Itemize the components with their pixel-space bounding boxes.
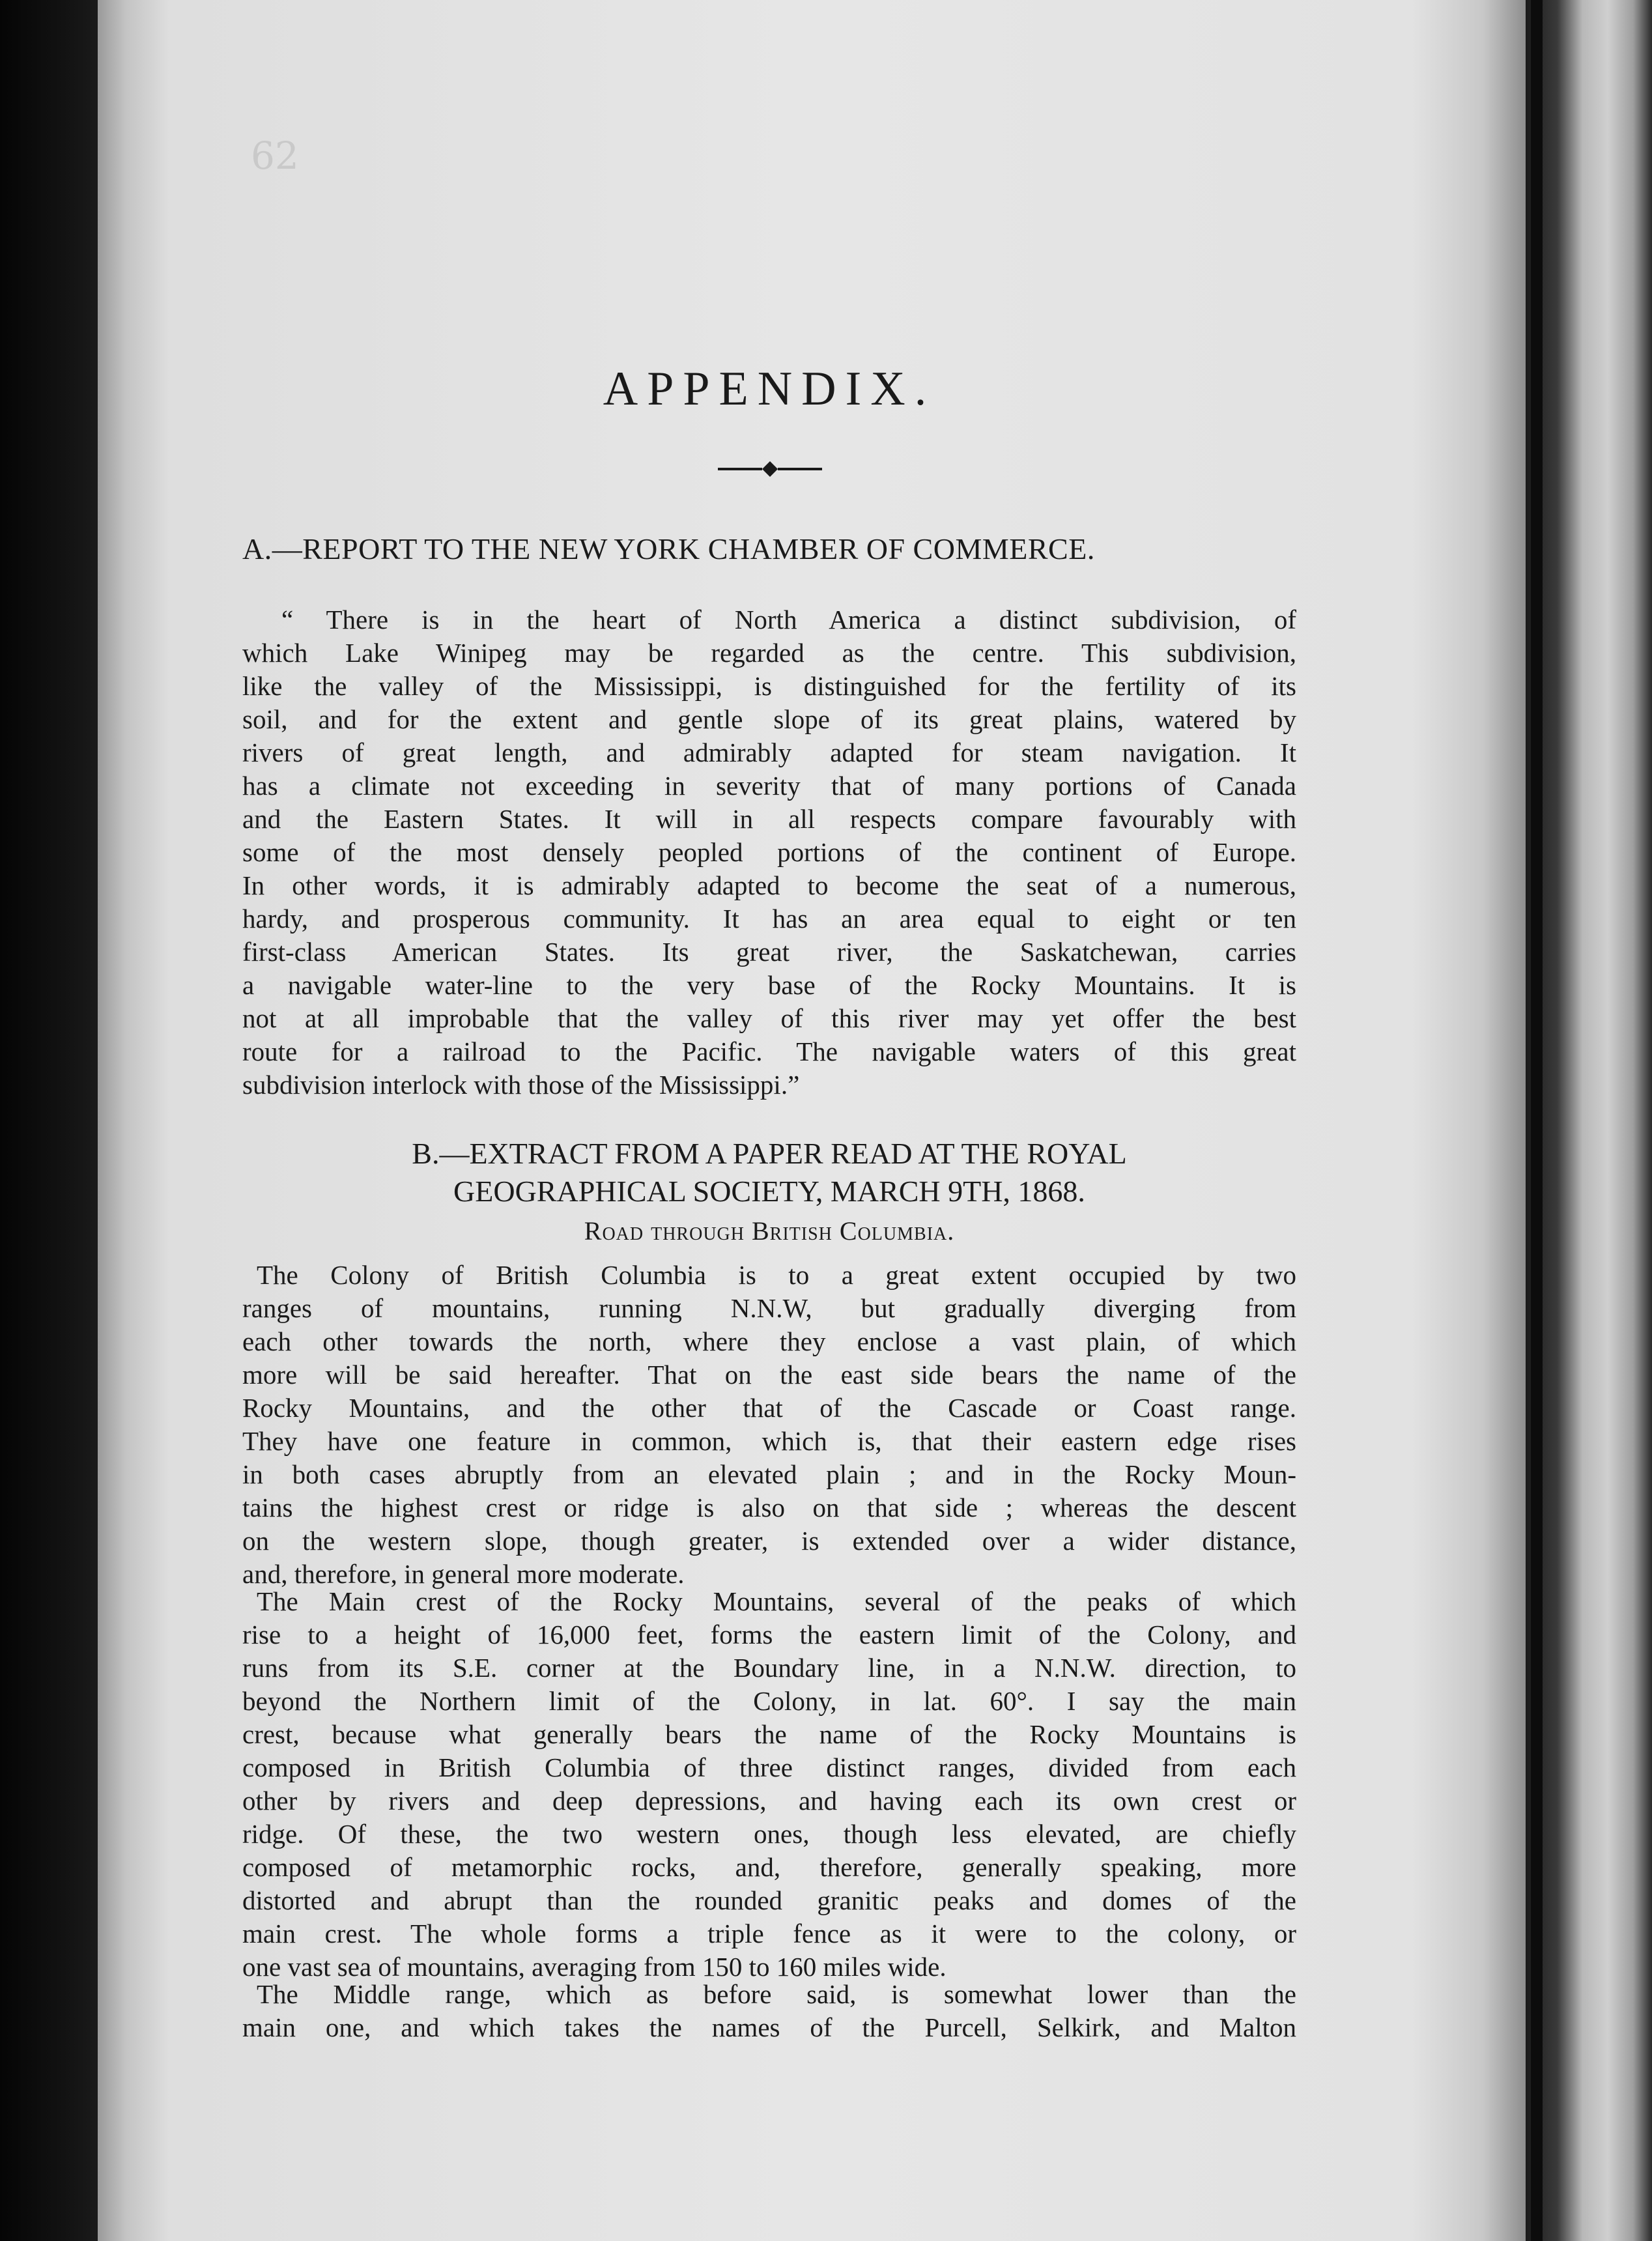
text-line: route for a railroad to the Pacific. The navigable waters of this great (242, 1036, 1296, 1066)
text-line: distorted and abrupt than the rounded granitic peaks and domes of the (242, 1885, 1296, 1915)
text-line: in both cases abruptly from an elevated plain ; and in the Rocky Moun- (242, 1459, 1296, 1489)
text-line: one vast sea of mountains, averaging from 150 to 160 miles wide. (242, 1952, 947, 1982)
section-a-quote (242, 603, 1296, 1102)
text-line: soil, and for the extent and gentle slope of its great plains, watered by (242, 704, 1296, 734)
section-b-heading-line-2: GEOGRAPHICAL SOCIETY, MARCH 9TH, 1868. (453, 1175, 1085, 1208)
text-line: runs from its S.E. corner at the Boundary line, in a N.N.W. direction, to (242, 1653, 1296, 1683)
text-line: The Colony of British Columbia is to a great extent occupied by two (257, 1260, 1296, 1290)
section-b-subheading: Road through British Columbia. (584, 1216, 955, 1246)
text-line: hardy, and prosperous community. It has an area equal to eight or ten (242, 904, 1296, 934)
scan-left-margin (0, 0, 98, 2241)
text-line: not at all improbable that the valley of this river may yet offer the best (242, 1003, 1296, 1033)
spine-shadow (1531, 0, 1543, 2241)
text-line: rise to a height of 16,000 feet, forms the eastern limit of the Colony, and (242, 1620, 1296, 1649)
text-line: subdivision interlock with those of the Mississippi.” (242, 1070, 800, 1100)
text-line: which Lake Winipeg may be regarded as the centre. This subdivision, (242, 638, 1296, 668)
text-line: a navigable water-line to the very base of the Rocky Mountains. It is (242, 970, 1296, 1000)
section-b-heading (242, 1135, 1296, 1210)
section-b-paragraph-1 (242, 1259, 1296, 1591)
text-line: composed in British Columbia of three distinct ranges, divided from each (242, 1752, 1296, 1782)
text-line: more will be said hereafter. That on the east side bears the name of the (242, 1360, 1296, 1390)
ornament-divider-icon (718, 456, 822, 482)
page-title: APPENDIX. (603, 362, 936, 416)
text-line: Rocky Mountains, and the other that of the Cascade or Coast range. (242, 1393, 1296, 1423)
text-line: and, therefore, in general more moderate. (242, 1559, 685, 1589)
text-line: composed of metamorphic rocks, and, therefore, generally speaking, more (242, 1852, 1296, 1882)
section-a-heading: A.—REPORT TO THE NEW YORK CHAMBER OF COMMERCE. (242, 532, 1095, 565)
faint-page-number: 62 (251, 134, 299, 178)
text-line: rivers of great length, and admirably adapted for steam navigation. It (242, 737, 1296, 767)
text-line: The Main crest of the Rocky Mountains, several of the peaks of which (257, 1586, 1296, 1616)
text-line: main crest. The whole forms a triple fence as it were to the colony, or (242, 1919, 1296, 1948)
text-line: some of the most densely peopled portions of the continent of Europe. (242, 837, 1296, 867)
text-line: “ There is in the heart of North America a distinct subdivision, of (281, 605, 1296, 635)
text-line: In other words, it is admirably adapted to become the seat of a numerous, (242, 870, 1296, 900)
section-b-paragraph-2 (242, 1585, 1296, 1984)
text-line: ranges of mountains, running N.N.W, but gradually diverging from (242, 1293, 1296, 1323)
text-line: tains the highest crest or ridge is also on that side ; whereas the descent (242, 1492, 1296, 1522)
text-line: first-class American States. Its great river, the Saskatchewan, carries (242, 937, 1296, 967)
text-line: each other towards the north, where they enclose a vast plain, of which (242, 1326, 1296, 1356)
text-line: other by rivers and deep depressions, and having each its own crest or (242, 1786, 1296, 1816)
text-line: ridge. Of these, the two western ones, though less elevated, are chiefly (242, 1819, 1296, 1849)
section-b-paragraph-3 (242, 1978, 1296, 2044)
section-b-heading-line-1: B.—EXTRACT FROM A PAPER READ AT THE ROYAL (412, 1137, 1127, 1170)
text-line: main one, and which takes the names of the Purcell, Selkirk, and Malton (242, 2012, 1296, 2042)
text-line: They have one feature in common, which is, that their eastern edge rises (242, 1426, 1296, 1456)
text-line: and the Eastern States. It will in all respects compare favourably with (242, 804, 1296, 834)
text-line: The Middle range, which as before said, is somewhat lower than the (257, 1979, 1296, 2009)
text-line: like the valley of the Mississippi, is distinguished for the fertility of its (242, 671, 1296, 701)
text-line: crest, because what generally bears the name of the Rocky Mountains is (242, 1719, 1296, 1749)
text-line: beyond the Northern limit of the Colony, in lat. 60°. I say the main (242, 1686, 1296, 1716)
text-line: has a climate not exceeding in severity that of many portions of Canada (242, 771, 1296, 801)
text-line: on the western slope, though greater, is extended over a wider distance, (242, 1526, 1296, 1556)
book-spine (1526, 0, 1652, 2241)
